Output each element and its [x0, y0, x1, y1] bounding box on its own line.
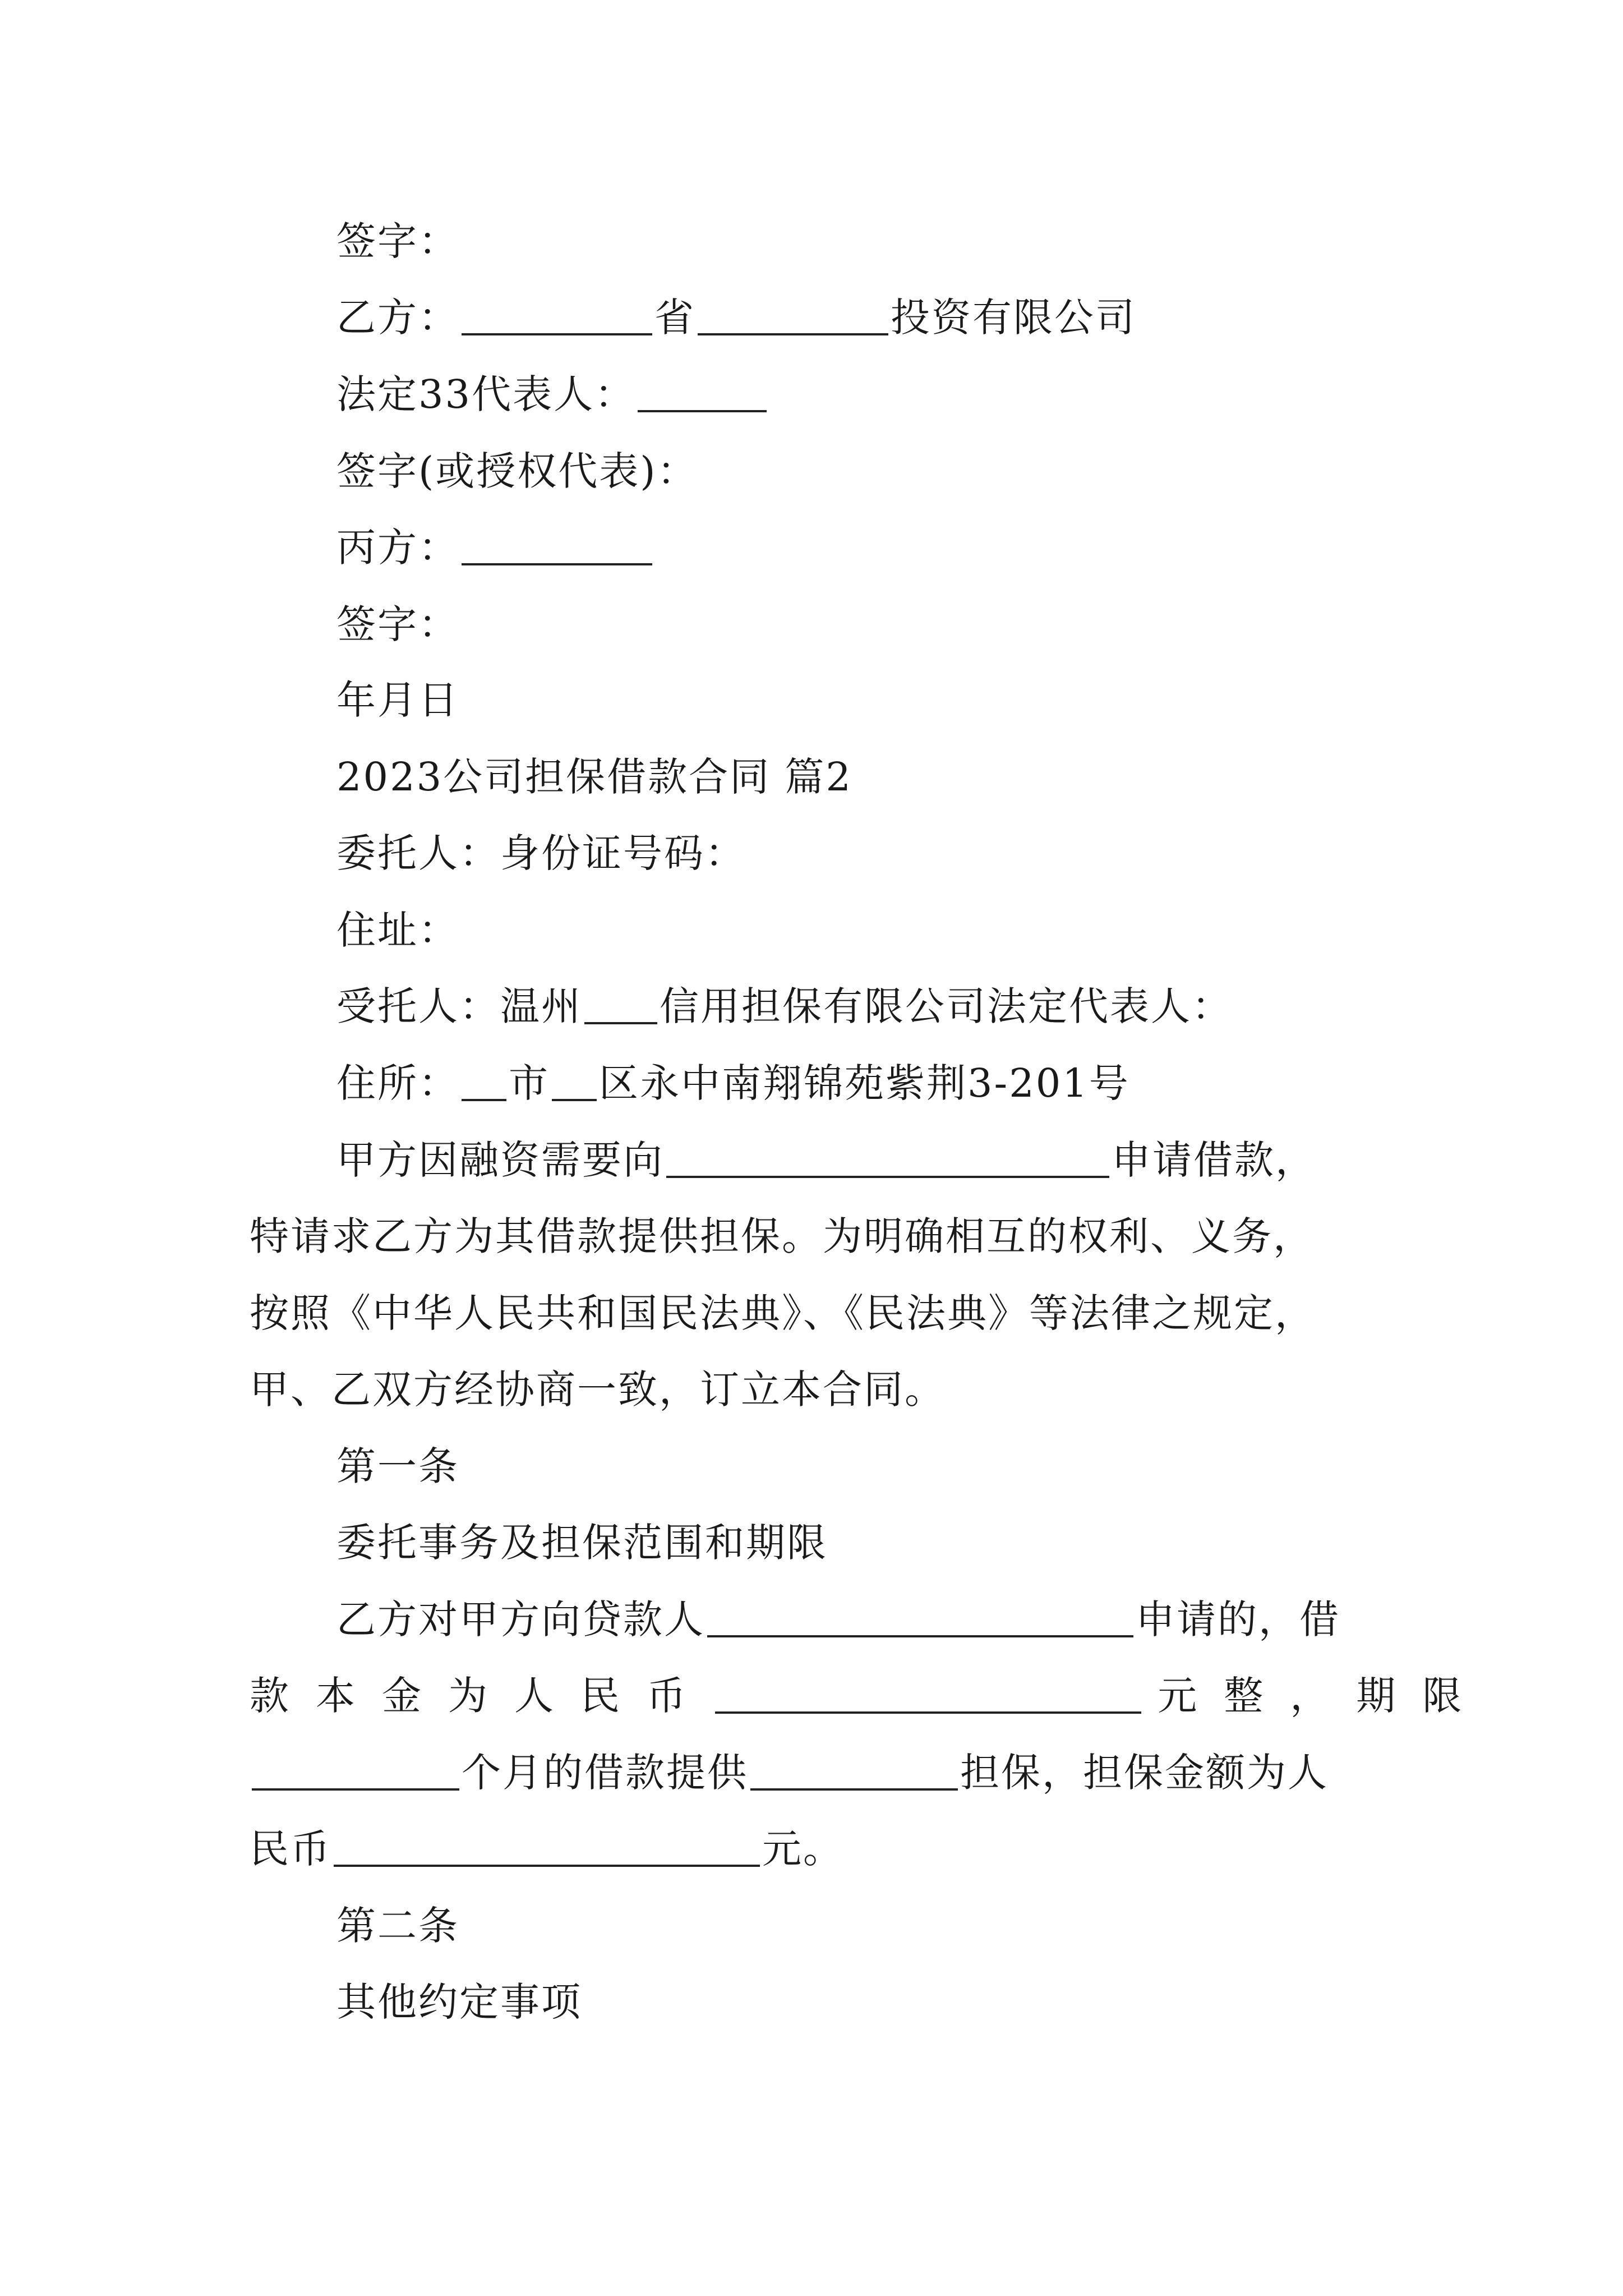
paragraph-2-line-3	[250, 1746, 1329, 1800]
blank-field[interactable]	[698, 294, 888, 335]
date-line	[336, 673, 459, 727]
article-1	[336, 1439, 459, 1493]
article-2-title	[336, 1975, 582, 2029]
text: 民币	[250, 1826, 331, 1872]
text: 签字(或授权代表)：	[336, 448, 698, 494]
text: 按照《中华人民共和国民法典》、《民法典》等法律之规定，	[250, 1290, 1316, 1336]
section-title	[336, 750, 852, 804]
signature-line-1	[336, 214, 459, 268]
text: 甲方因融资需要向	[336, 1137, 664, 1183]
text: 元。	[762, 1826, 844, 1872]
text: 丙方：	[336, 524, 459, 570]
paragraph-1-line-1	[336, 1133, 1316, 1187]
text: 个月的借款提供	[462, 1750, 748, 1796]
text: 甲、乙双方经协商一致，订立本合同。	[250, 1366, 946, 1412]
text: 年月日	[336, 677, 459, 723]
text: 签字：	[336, 601, 459, 647]
principal-line	[336, 826, 746, 880]
text: 法定33代表人：	[336, 371, 636, 417]
party-b-line	[336, 291, 1136, 344]
paragraph-1-line-4	[250, 1363, 946, 1416]
text: 乙方：	[336, 295, 459, 341]
agent-line	[336, 979, 1233, 1033]
blank-field[interactable]	[462, 1060, 506, 1101]
article-2	[336, 1899, 459, 1953]
address-line	[336, 903, 459, 957]
residence-line	[336, 1056, 1130, 1110]
blank-field[interactable]	[750, 1749, 958, 1791]
text: 签字：	[336, 218, 459, 264]
blank-field[interactable]	[638, 371, 767, 412]
blank-field[interactable]	[666, 1137, 1109, 1178]
paragraph-1-line-3	[250, 1286, 1316, 1340]
blank-field[interactable]	[462, 524, 652, 565]
blank-field[interactable]	[707, 1596, 1133, 1637]
text: 第一条	[336, 1443, 459, 1489]
blank-field[interactable]	[462, 294, 652, 335]
paragraph-1-line-2	[250, 1209, 1314, 1263]
text: 担保，担保金额为人	[960, 1750, 1329, 1796]
text: 住所：	[336, 1060, 459, 1106]
legal-rep-line	[336, 367, 769, 421]
text: 受托人：温州	[336, 983, 582, 1029]
blank-field[interactable]	[334, 1825, 760, 1867]
text: 住址：	[336, 907, 459, 953]
text: 特请求乙方为其借款提供担保。为明确相互的权利、义务，	[250, 1213, 1314, 1259]
text: 2023公司担保借款合同 篇2	[336, 754, 852, 800]
text: 申请借款，	[1112, 1137, 1316, 1183]
text: 款本金为人民币	[250, 1673, 713, 1719]
text: 信用担保有限公司法定代表人：	[660, 983, 1233, 1029]
paragraph-2-line-2	[250, 1669, 1488, 1723]
blank-field[interactable]	[584, 983, 657, 1024]
paragraph-2-line-4	[250, 1822, 844, 1876]
text: 委托人：身份证号码：	[336, 830, 746, 876]
text: 申请的，借	[1136, 1596, 1340, 1642]
text: 投资有限公司	[891, 295, 1136, 341]
text: 乙方对甲方向贷款人	[336, 1596, 705, 1642]
article-1-title	[336, 1516, 828, 1570]
signature-authorized-line	[336, 444, 698, 498]
text: 区永中南翔锦苑紫荆3-201号	[599, 1060, 1130, 1106]
blank-field[interactable]	[715, 1672, 1141, 1714]
text: 省	[654, 295, 695, 341]
text: 元整，期限	[1158, 1673, 1489, 1719]
paragraph-2-line-1	[336, 1593, 1340, 1646]
text: 市	[509, 1060, 550, 1106]
blank-field[interactable]	[252, 1749, 459, 1791]
signature-line-2	[336, 597, 459, 651]
blank-field[interactable]	[552, 1060, 597, 1101]
party-c-line	[336, 521, 654, 574]
text: 委托事务及担保范围和期限	[336, 1520, 828, 1566]
text: 其他约定事项	[336, 1979, 582, 2025]
text: 第二条	[336, 1903, 459, 1949]
